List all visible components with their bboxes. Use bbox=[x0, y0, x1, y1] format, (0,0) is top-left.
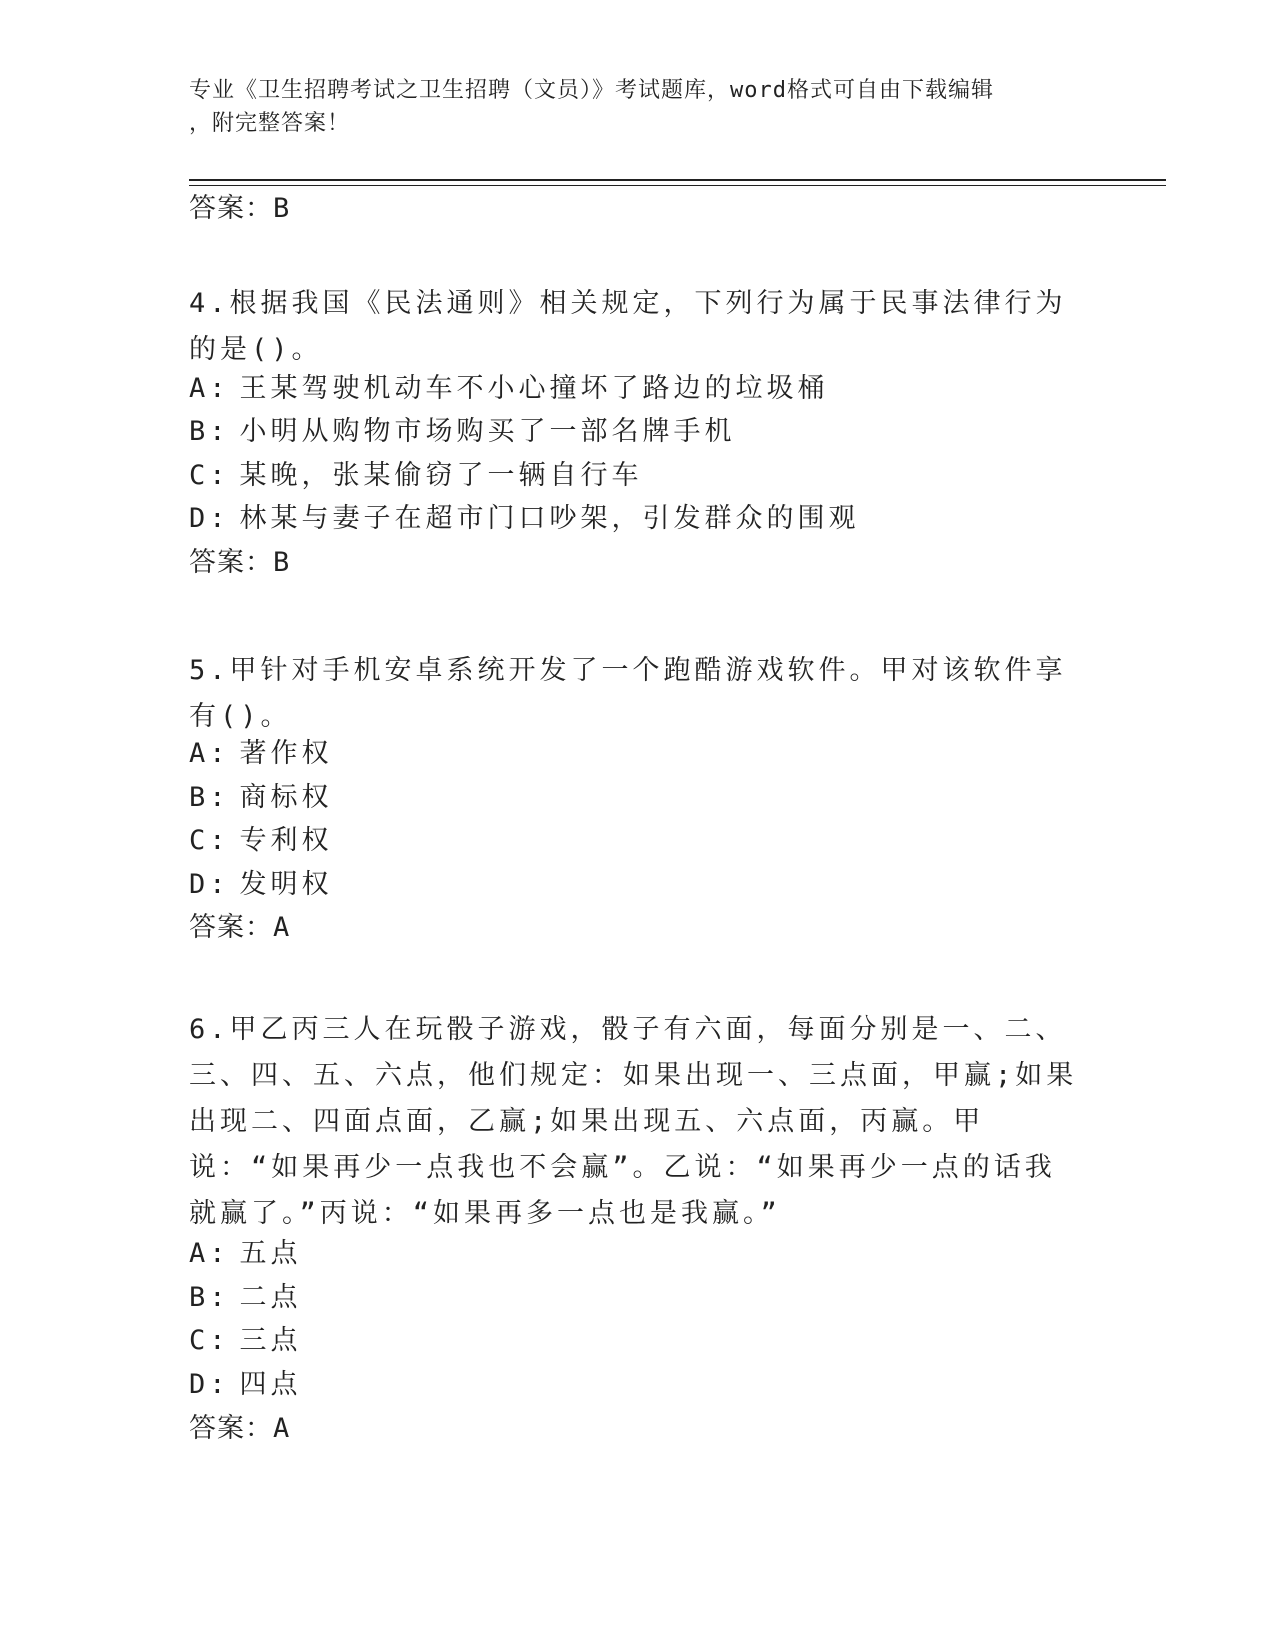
answer-label: 答案： bbox=[189, 547, 273, 578]
answer-value: A bbox=[273, 1413, 291, 1444]
question-5-text: 5.甲针对手机安卓系统开发了一个跑酷游戏软件。甲对该软件享有()。 bbox=[189, 655, 1067, 732]
question-4-text: 4.根据我国《民法通则》相关规定，下列行为属于民事法律行为的是()。 bbox=[189, 288, 1067, 365]
option-label: C: bbox=[189, 460, 230, 491]
option-text: 小明从购物市场购买了一部名牌手机 bbox=[239, 416, 736, 447]
option-text: 林某与妻子在超市门口吵架，引发群众的围观 bbox=[239, 503, 860, 534]
q6-option-a bbox=[189, 1236, 302, 1272]
answer-label: 答案： bbox=[189, 1413, 273, 1444]
answer-label: 答案： bbox=[189, 193, 273, 224]
answer-value: A bbox=[273, 912, 291, 943]
option-text: 四点 bbox=[239, 1369, 302, 1400]
option-text: 王某驾驶机动车不小心撞坏了路边的垃圾桶 bbox=[239, 373, 829, 404]
option-label: D: bbox=[189, 869, 230, 900]
q6-option-b bbox=[189, 1280, 302, 1316]
answer-q3 bbox=[189, 191, 290, 227]
q5-option-c bbox=[189, 823, 333, 859]
header-divider-thin bbox=[189, 185, 1166, 186]
option-text: 专利权 bbox=[239, 825, 333, 856]
answer-q5 bbox=[189, 910, 290, 946]
q5-option-a bbox=[189, 736, 333, 772]
option-label: B: bbox=[189, 1282, 230, 1313]
option-label: C: bbox=[189, 1325, 230, 1356]
question-6-text: 6.甲乙丙三人在玩骰子游戏，骰子有六面，每面分别是一、二、三、四、五、六点，他们规定：如果出现一、三点面，甲赢;如果出现二、四面点面，乙赢;如果出现五、六点面，丙赢。甲说：“如果再少一点我也不会赢”。乙说：“如果再少一点的话我就赢了。”丙说：“如果再多一点也是我赢。” bbox=[189, 1014, 1078, 1229]
option-text: 发明权 bbox=[239, 869, 333, 900]
option-text: 三点 bbox=[239, 1325, 302, 1356]
q6-option-d bbox=[189, 1367, 302, 1403]
option-label: B: bbox=[189, 782, 230, 813]
q5-option-d bbox=[189, 867, 333, 903]
option-label: C: bbox=[189, 825, 230, 856]
option-text: 五点 bbox=[239, 1238, 302, 1269]
q4-option-d bbox=[189, 501, 860, 537]
answer-value: B bbox=[273, 193, 291, 224]
q5-option-b bbox=[189, 780, 333, 816]
option-label: A: bbox=[189, 738, 230, 769]
document-header bbox=[189, 74, 1069, 140]
answer-value: B bbox=[273, 547, 291, 578]
header-line-1: 专业《卫生招聘考试之卫生招聘（文员）》考试题库，word格式可自由下载编辑 bbox=[189, 78, 994, 103]
q4-option-a bbox=[189, 371, 829, 407]
answer-label: 答案： bbox=[189, 912, 273, 943]
option-label: A: bbox=[189, 1238, 230, 1269]
option-text: 二点 bbox=[239, 1282, 302, 1313]
option-label: B: bbox=[189, 416, 230, 447]
header-divider-thick bbox=[189, 179, 1166, 181]
q4-option-c bbox=[189, 458, 643, 494]
option-text: 某晚，张某偷窃了一辆自行车 bbox=[239, 460, 643, 491]
option-label: D: bbox=[189, 1369, 230, 1400]
option-label: D: bbox=[189, 503, 230, 534]
q4-option-b bbox=[189, 414, 736, 450]
answer-q4 bbox=[189, 545, 290, 581]
answer-q6 bbox=[189, 1411, 290, 1447]
option-label: A: bbox=[189, 373, 230, 404]
option-text: 著作权 bbox=[239, 738, 333, 769]
option-text: 商标权 bbox=[239, 782, 333, 813]
q6-option-c bbox=[189, 1323, 302, 1359]
header-line-2: ，附完整答案！ bbox=[189, 111, 351, 136]
